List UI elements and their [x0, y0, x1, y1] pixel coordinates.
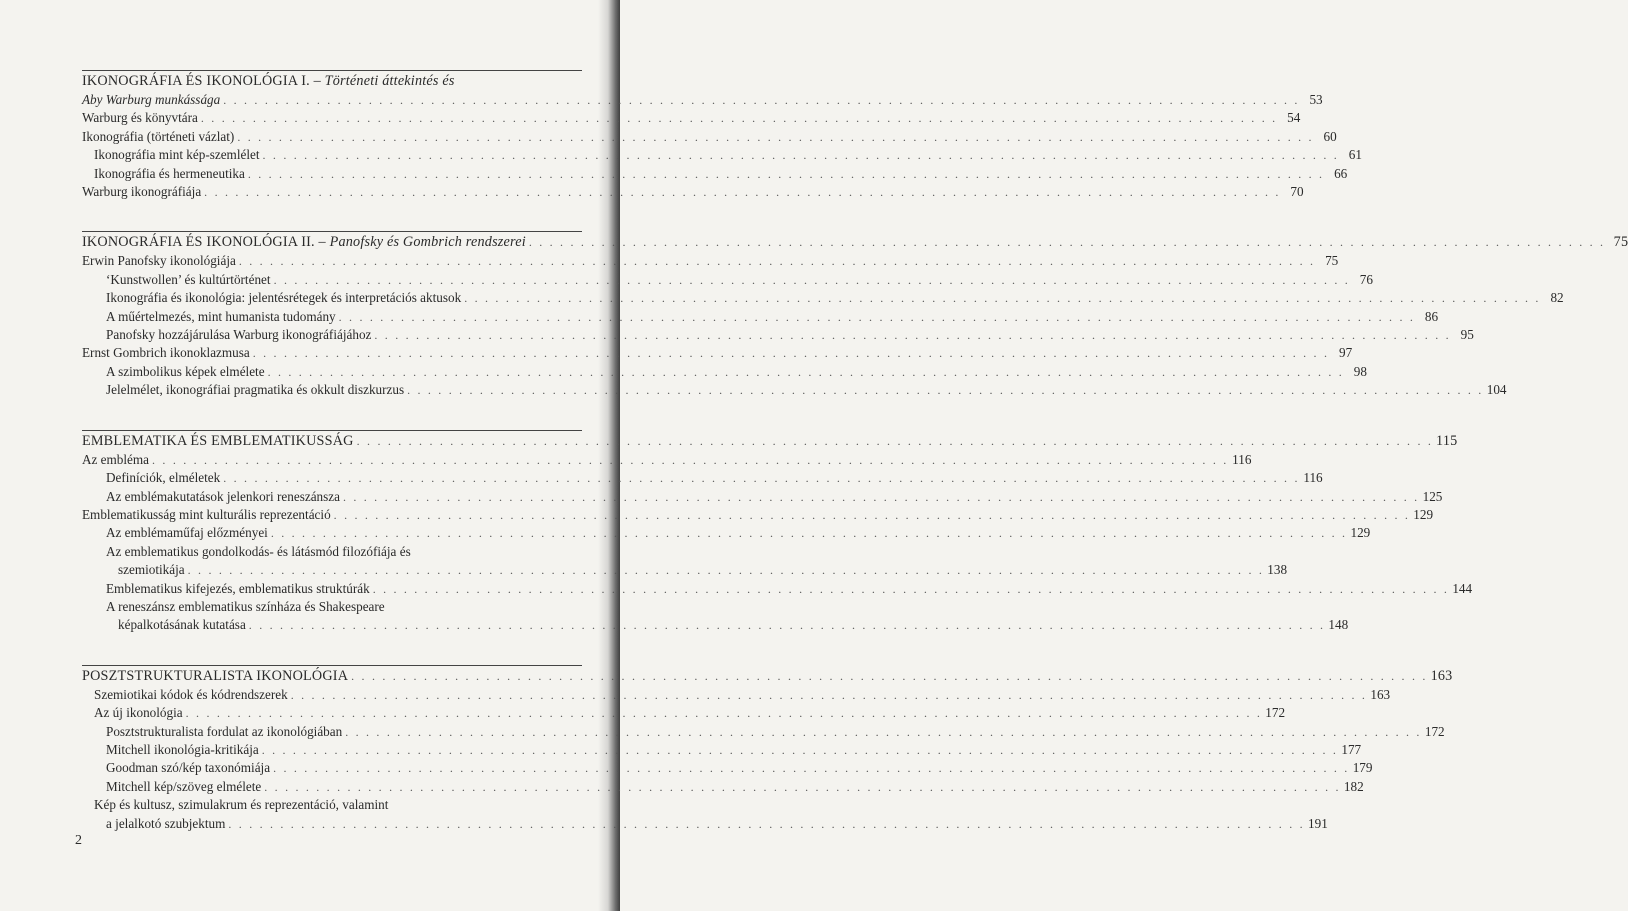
toc-heading-1: IKONOGRÁFIA ÉS IKONOLÓGIA I. – Történeti áttekintés és [82, 73, 455, 89]
dot-leader [351, 667, 1427, 686]
toc-section-2 [82, 231, 1628, 399]
toc-entry: A szimbolikus képek elmélete . . . 98 [82, 363, 582, 381]
toc-section-4 [82, 665, 1453, 833]
toc-entry: Erwin Panofsky ikonológiája . . . 75 [82, 252, 582, 270]
toc-entry: Goodman szó/kép taxonómiája . . . 179 [82, 759, 582, 777]
table-of-contents [82, 70, 1628, 863]
dot-leader [529, 233, 1605, 252]
toc-entry: Definíciók, elméletek . . . 116 [82, 469, 582, 487]
toc-entry: Az emblémaműfaj előzményei . . . 129 [82, 524, 582, 542]
toc-entry: Ikonográfia mint kép-szemlélet . . . 61 [82, 146, 582, 164]
toc-section-3 [82, 430, 1473, 635]
toc-entry: Az új ikonológia . . . 172 [82, 704, 582, 722]
dot-leader [223, 91, 1299, 109]
toc-entry: ‘Kunstwollen’ és kultúrtörténet . . . 76 [82, 271, 582, 289]
toc-entry-continuation: a jelalkotó szubjektum . . . 191 [82, 815, 582, 833]
toc-entry: Mitchell ikonológia-kritikája . . . 177 [82, 741, 582, 759]
toc-entry: A reneszánsz emblematikus színháza és Shakespeare [106, 598, 385, 614]
toc-entry: Mitchell kép/szöveg elmélete . . . 182 [82, 778, 582, 796]
toc-heading-1-line2: Aby Warburg munkássága . . . 53 [82, 91, 582, 109]
toc-entry: Panofsky hozzájárulása Warburg ikonográfiájához . . . 95 [82, 326, 582, 344]
toc-entry: Warburg ikonográfiája . . . 70 [82, 183, 582, 201]
toc-entry: Ikonográfia (történeti vázlat) . . . 60 [82, 128, 582, 146]
toc-entry: Az emblematikus gondolkodás- és látásmód filozófiája és [106, 543, 411, 559]
toc-entry: Ernst Gombrich ikonoklazmusa . . . 97 [82, 344, 582, 362]
toc-entry-continuation: képalkotásának kutatása . . . 148 [82, 616, 582, 634]
dot-leader [357, 432, 1433, 451]
toc-entry: Ikonográfia és hermeneutika . . . 66 [82, 165, 582, 183]
toc-entry: Emblematikus kifejezés, emblematikus struktúrák . . . 144 [82, 580, 582, 598]
toc-heading-2: IKONOGRÁFIA ÉS IKONOLÓGIA II. – Panofsky és Gombrich rendszerei . . . 75 [82, 233, 582, 252]
page-number: 2 [75, 833, 82, 848]
toc-entry: Kép és kultusz, szimulakrum és reprezentáció, valamint [94, 797, 389, 813]
toc-entry: Jelelmélet, ikonográfiai pragmatika és okkult diszkurzus . . . 104 [82, 381, 582, 399]
toc-entry: Az embléma . . . 116 [82, 451, 582, 469]
toc-entry-continuation: szemiotikája . . . 138 [82, 561, 582, 579]
toc-entry: Warburg és könyvtára . . . 54 [82, 109, 582, 127]
toc-entry: Az emblémakutatások jelenkori reneszánsza . . . 125 [82, 488, 582, 506]
toc-entry: Szemiotikai kódok és kódrendszerek . . . 163 [82, 686, 582, 704]
toc-section-1 [82, 70, 1362, 201]
toc-entry: A műértelmezés, mint humanista tudomány . . . 86 [82, 308, 582, 326]
toc-entry: Posztstrukturalista fordulat az ikonológiában . . . 172 [82, 723, 582, 741]
toc-entry: Emblematikusság mint kulturális reprezentáció . . . 129 [82, 506, 582, 524]
toc-entry: Ikonográfia és ikonológia: jelentésrétegek és interpretációs aktusok . . . 82 [82, 289, 582, 307]
toc-heading-3: EMBLEMATIKA ÉS EMBLEMATIKUSSÁG . . . 115 [82, 432, 582, 451]
toc-heading-4: POSZTSTRUKTURALISTA IKONOLÓGIA . . . 163 [82, 667, 582, 686]
